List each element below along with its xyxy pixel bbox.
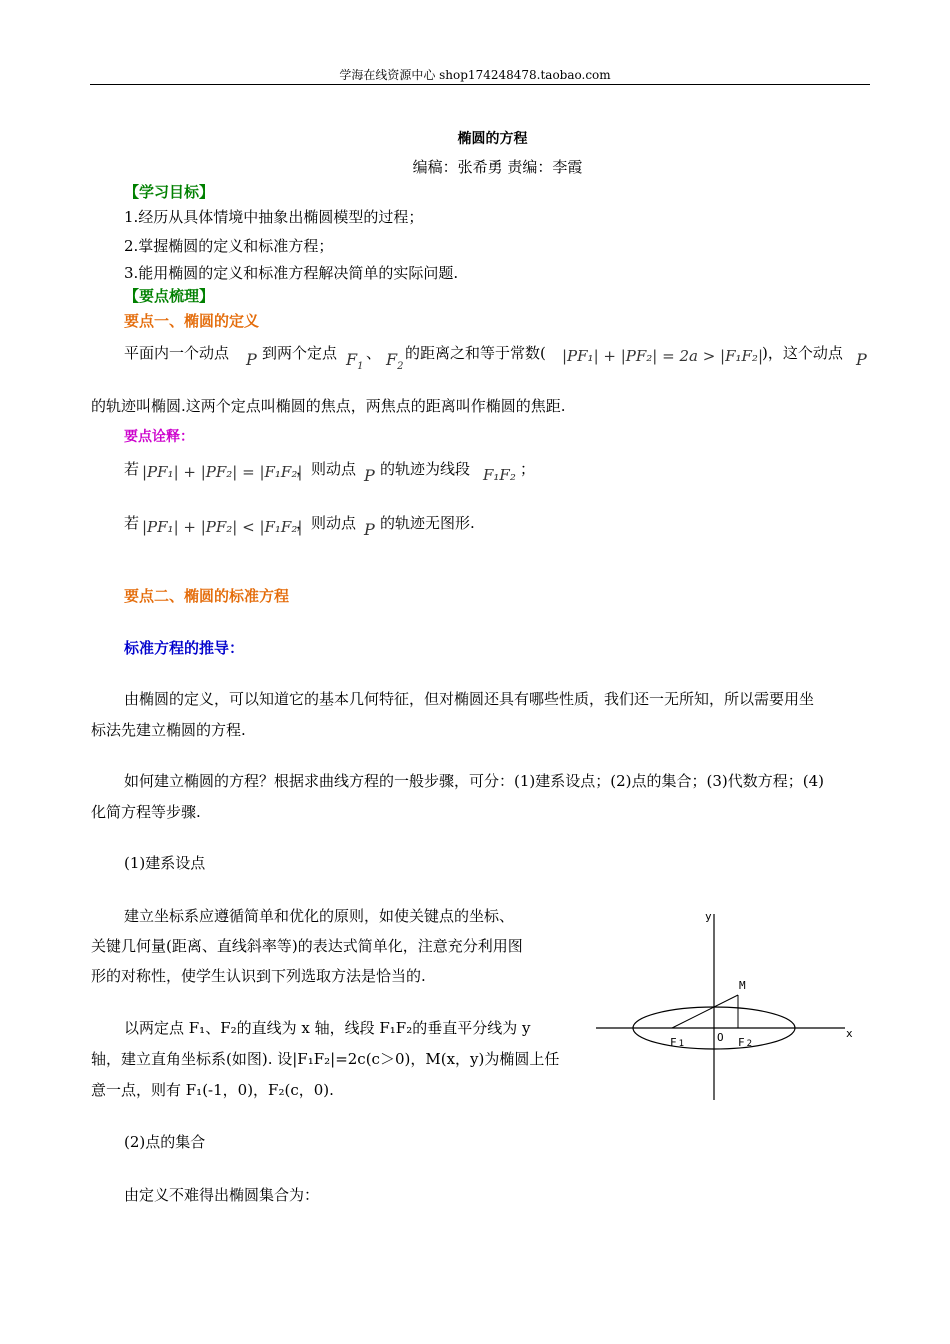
- point-m-label: M: [739, 979, 746, 992]
- page-header: 学海在线资源中心 shop174248478.taobao.com: [339, 68, 611, 82]
- focus-f2-label: F 2: [738, 1036, 753, 1049]
- paragraph-line: 由定义不难得出椭圆集合为：: [124, 1186, 320, 1204]
- paragraph-line: 化简方程等步骤.: [91, 803, 201, 821]
- goal-item: 1.经历从具体情境中抽象出椭圆模型的过程；: [124, 208, 424, 226]
- goal-item: 3.能用椭圆的定义和标准方程解决简单的实际问题.: [124, 264, 459, 282]
- origin-label: O: [717, 1031, 724, 1044]
- note-text: ，则动点: [296, 460, 357, 478]
- x-axis-label: x: [846, 1027, 853, 1040]
- paragraph-line: 标法先建立椭圆的方程.: [91, 721, 246, 739]
- paragraph-line: 形的对称性，使学生认识到下列选取方法是恰当的.: [91, 967, 426, 985]
- point1-heading: 要点一、椭圆的定义: [124, 312, 260, 330]
- note-heading: 要点诠释：: [124, 429, 194, 445]
- definition-text: 的轨迹叫椭圆.这两个定点叫椭圆的焦点，两焦点的距离叫作椭圆的焦距.: [91, 397, 566, 415]
- paragraph-line: 由椭圆的定义，可以知道它的基本几何特征，但对椭圆还具有哪些性质，我们还一无所知，所以需要用坐: [124, 690, 815, 708]
- definition-text: 到两个定点: [262, 344, 338, 362]
- note-text: 若: [124, 514, 140, 532]
- note-text: 若: [124, 460, 140, 478]
- note-text: ；: [520, 460, 536, 478]
- step-heading: (1)建系设点: [124, 854, 206, 872]
- paragraph-line: 以两定点 F₁、F₂的直线为 x 轴，线段 F₁F₂的垂直平分线为 y: [124, 1019, 531, 1037]
- paragraph-line: 如何建立椭圆的方程？根据求曲线方程的一般步骤，可分：(1)建系设点；(2)点的集合；(3)代数方程；(4): [124, 772, 824, 790]
- focus-f1-label: F 1: [670, 1036, 685, 1049]
- points-heading: 【要点梳理】: [124, 287, 215, 305]
- goals-heading: 【学习目标】: [124, 183, 215, 201]
- math-f1: $F_1$: [346, 350, 364, 373]
- math-point-p: P: [246, 350, 257, 369]
- paragraph-line: 轴，建立直角坐标系(如图). 设|F₁F₂|=2c(c＞0)，M(x，y)为椭圆上任: [91, 1050, 560, 1068]
- focal-segment-f1m: [672, 995, 738, 1028]
- paragraph-line: 意一点，则有 F₁(-1，0)，F₂(c，0).: [91, 1081, 334, 1099]
- note-text: 的轨迹无图形.: [380, 514, 475, 532]
- definition-text: )，这个动点: [762, 344, 843, 362]
- point2-heading: 要点二、椭圆的标准方程: [124, 587, 290, 605]
- goal-item: 2.掌握椭圆的定义和标准方程；: [124, 237, 334, 255]
- y-axis-label: y: [705, 910, 712, 923]
- paragraph-line: 建立坐标系应遵循简单和优化的原则，如使关键点的坐标、: [124, 907, 515, 925]
- definition-text: 的距离之和等于常数(: [405, 344, 546, 362]
- definition-text: 、: [366, 344, 382, 362]
- math-f2: $F_2$: [386, 350, 404, 373]
- page-title: 椭圆的方程: [457, 131, 528, 147]
- header-rule: [90, 84, 870, 85]
- step-heading: (2)点的集合: [124, 1133, 206, 1151]
- math-segment: F₁F₂: [483, 466, 516, 484]
- derive-heading: 标准方程的推导：: [124, 639, 245, 657]
- math-point-p: P: [364, 466, 375, 485]
- math-less-case: |PF₁| + |PF₂| < |F₁F₂|: [142, 518, 303, 536]
- editors-line: 编稿：张希勇 责编：李霞: [412, 158, 583, 176]
- note-text: ，则动点: [296, 514, 357, 532]
- ellipse-figure: [590, 900, 870, 1110]
- math-equal-case: |PF₁| + |PF₂| = |F₁F₂|: [142, 463, 303, 481]
- definition-text: 平面内一个动点: [124, 344, 230, 362]
- note-text: 的轨迹为线段: [380, 460, 471, 478]
- math-point-p: P: [856, 350, 867, 369]
- math-point-p: P: [364, 520, 375, 539]
- math-sum-constant: |PF₁| + |PF₂| = 2a > |F₁F₂|: [562, 347, 763, 365]
- paragraph-line: 关键几何量(距离、直线斜率等)的表达式简单化，注意充分利用图: [91, 937, 523, 955]
